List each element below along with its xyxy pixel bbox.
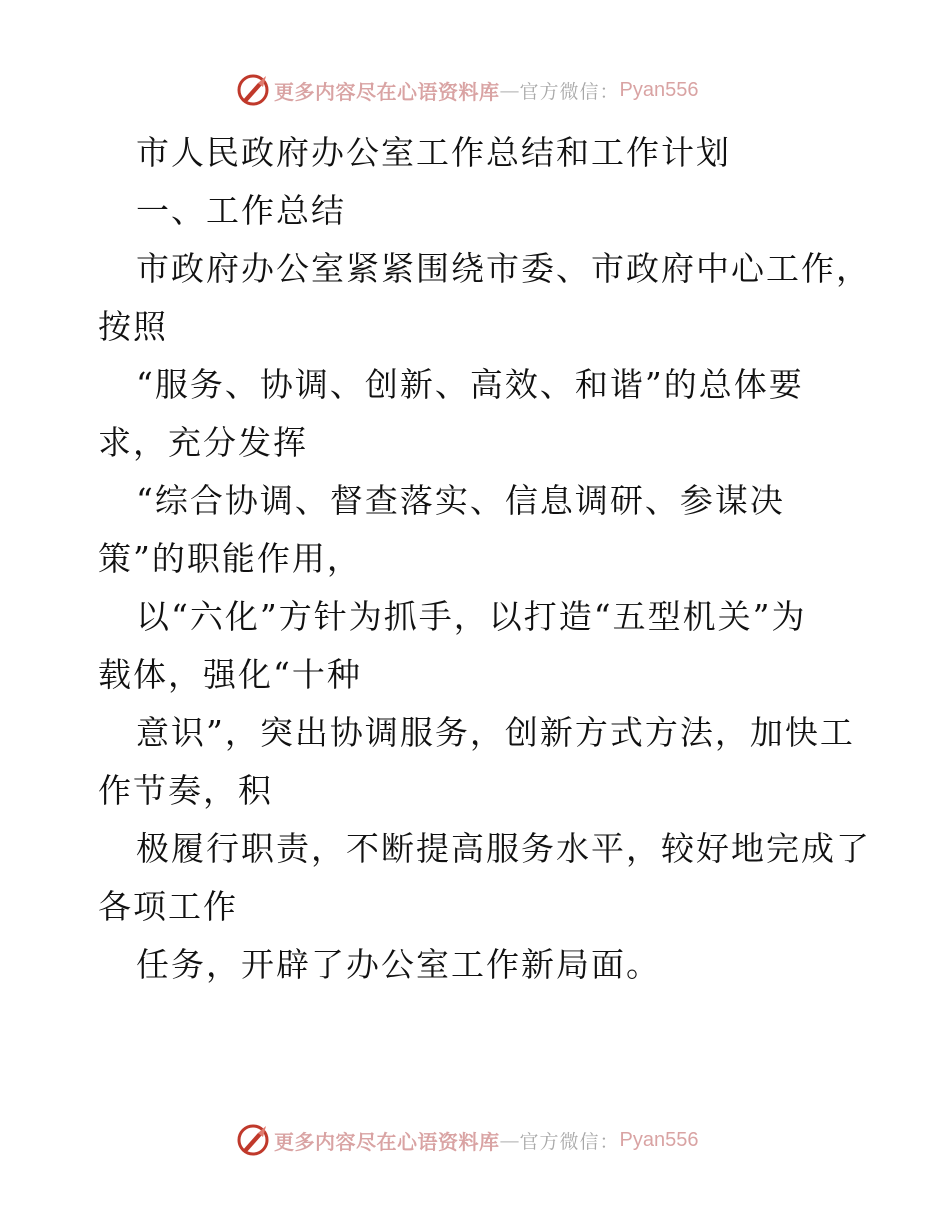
paragraph-line: 作节奏，积 xyxy=(98,771,273,810)
watermark-id: Pyan556 xyxy=(619,1128,699,1151)
paragraph-line: 按照 xyxy=(98,307,168,346)
footer-watermark xyxy=(236,1122,698,1158)
quill-pen-logo-icon xyxy=(236,1123,270,1157)
watermark-dash: — xyxy=(499,1128,520,1152)
watermark-main-text: 更多内容尽在心语资料库 xyxy=(274,79,500,104)
header-watermark xyxy=(236,72,698,108)
paragraph-line: 极履行职责，不断提高服务水平，较好地完成了 xyxy=(136,829,871,868)
paragraph-line: 以“六化”方针为抓手，以打造“五型机关”为 xyxy=(136,597,807,636)
paragraph-line: 求，充分发挥 xyxy=(98,423,308,462)
section-heading: 一、工作总结 xyxy=(136,191,346,230)
watermark-id: Pyan556 xyxy=(619,78,699,101)
document-title: 市人民政府办公室工作总结和工作计划 xyxy=(136,133,731,172)
paragraph-line: “服务、协调、创新、高效、和谐”的总体要 xyxy=(136,365,804,404)
paragraph-line: “综合协调、督查落实、信息调研、参谋决 xyxy=(136,481,785,520)
paragraph-line: 任务，开辟了办公室工作新局面。 xyxy=(136,945,661,984)
paragraph-line: 意识”，突出协调服务，创新方式方法，加快工 xyxy=(136,713,855,752)
document-body xyxy=(98,124,871,994)
paragraph-line: 载体，强化“十种 xyxy=(98,655,362,694)
watermark-main-text: 更多内容尽在心语资料库 xyxy=(274,1129,500,1154)
watermark-dash: — xyxy=(499,78,520,102)
watermark-sub-text: 官方微信： xyxy=(519,1130,620,1153)
paragraph-line: 各项工作 xyxy=(98,887,238,926)
paragraph-line: 市政府办公室紧紧围绕市委、市政府中心工作， xyxy=(136,249,871,288)
watermark-sub-text: 官方微信： xyxy=(519,80,620,103)
quill-pen-logo-icon xyxy=(236,73,270,107)
paragraph-line: 策”的职能作用， xyxy=(98,539,362,578)
